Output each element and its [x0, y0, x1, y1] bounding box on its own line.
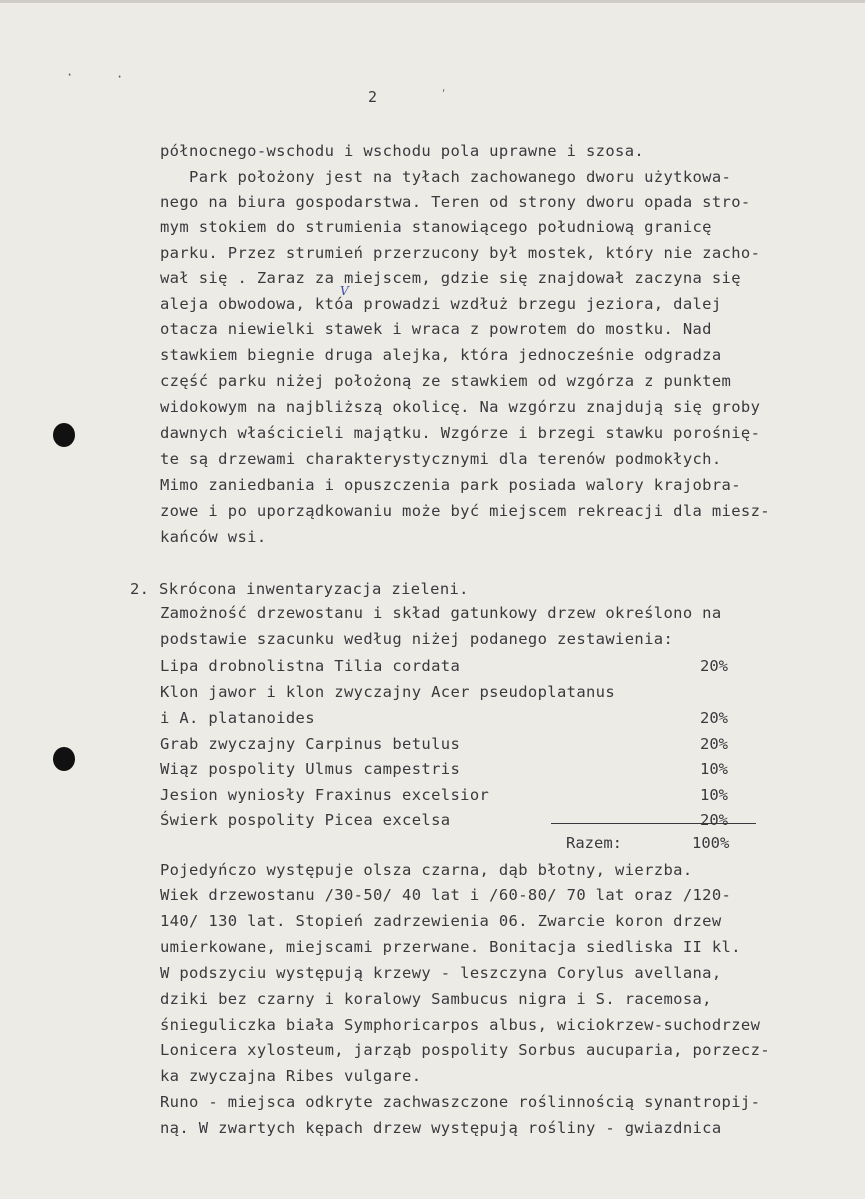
body-line: W podszyciu występują krzewy - leszczyna Corylus avellana, — [160, 964, 722, 982]
body-line: 140/ 130 lat. Stopień zadrzewienia 06. Zwarcie koron drzew — [160, 912, 722, 930]
species-percent: 20% — [700, 735, 728, 753]
species-percent: 10% — [700, 786, 728, 804]
page-number: 2 — [368, 88, 378, 106]
intro-line: podstawie szacunku według niżej podanego zestawienia: — [160, 630, 674, 648]
species-name: Wiąz pospolity Ulmus campestris — [160, 760, 461, 778]
total-label: Razem: — [566, 834, 622, 852]
paragraph-line: parku. Przez strumień przerzucony był mostek, który nie zacho- — [160, 244, 761, 262]
paragraph-line: zowe i po uporządkowaniu może być miejscem rekreacji dla miesz- — [160, 502, 770, 520]
paragraph-line: aleja obwodowa, któa prowadzi wzdłuż brzegu jeziora, dalej — [160, 295, 722, 313]
species-name: Świerk pospolity Picea excelsa — [160, 811, 451, 829]
section-heading: 2. Skrócona inwentaryzacja zieleni. — [130, 580, 469, 598]
total-value: 100% — [692, 834, 730, 852]
body-line: dziki bez czarny i koralowy Sambucus nigra i S. racemosa, — [160, 990, 712, 1008]
species-percent: 20% — [700, 657, 728, 675]
species-name: Jesion wyniosły Fraxinus excelsior — [160, 786, 490, 804]
body-line: Runo - miejsca odkryte zachwaszczone roślinnością synantropij- — [160, 1093, 761, 1111]
paragraph-line: otacza niewielki stawek i wraca z powrotem do mostku. Nad — [160, 320, 712, 338]
paragraph-line: wał się . Zaraz za miejscem, gdzie się znajdował zaczyna się — [160, 269, 741, 287]
total-rule — [551, 823, 756, 824]
paragraph-line: nego na biura gospodarstwa. Teren od strony dworu opada stro- — [160, 193, 751, 211]
intro-line: Zamożność drzewostanu i skład gatunkowy drzew określono na — [160, 604, 722, 622]
paragraph-line: Mimo zaniedbania i opuszczenia park posiada walory krajobra- — [160, 476, 741, 494]
species-name: Klon jawor i klon zwyczajny Acer pseudoplatanus — [160, 683, 616, 701]
paragraph-line: mym stokiem do strumienia stanowiącego południową granicę — [160, 218, 712, 236]
body-line: Pojedyńczo występuje olsza czarna, dąb błotny, wierzba. — [160, 861, 693, 879]
body-line: umierkowane, miejscami przerwane. Bonitacja siedliska II kl. — [160, 938, 741, 956]
body-line: Lonicera xylosteum, jarząb pospolity Sorbus aucuparia, porzecz- — [160, 1041, 770, 1059]
speck-mark: · — [66, 68, 74, 82]
species-name: Grab zwyczajny Carpinus betulus — [160, 735, 461, 753]
paragraph-line: stawkiem biegnie druga alejka, która jednocześnie odgradza — [160, 346, 722, 364]
body-line: Wiek drzewostanu /30-50/ 40 lat i /60-80/ 70 lat oraz /120- — [160, 886, 732, 904]
species-percent: 10% — [700, 760, 728, 778]
species-name: Lipa drobnolistna Tilia cordata — [160, 657, 461, 675]
paragraph-line: dawnych właścicieli majątku. Wzgórze i brzegi stawku porośnię- — [160, 424, 761, 442]
body-line: ka zwyczajna Ribes vulgare. — [160, 1067, 422, 1085]
paragraph-line: kańców wsi. — [160, 528, 267, 546]
paragraph-line: północnego-wschodu i wschodu pola uprawne i szosa. — [160, 142, 645, 160]
handwritten-correction: V — [340, 284, 349, 298]
paragraph-line: te są drzewami charakterystycznymi dla terenów podmokłych. — [160, 450, 722, 468]
pen-tick-mark: ʹ — [440, 88, 448, 102]
speck-mark: · — [116, 70, 124, 84]
binder-hole-icon — [53, 747, 75, 771]
paragraph-line: widokowym na najbliższą okolicę. Na wzgórzu znajdują się groby — [160, 398, 761, 416]
binder-hole-icon — [53, 423, 75, 447]
body-line: ną. W zwartych kępach drzew występują rośliny - gwiazdnica — [160, 1119, 722, 1137]
paragraph-line: część parku niżej położoną ze stawkiem od wzgórza z punktem — [160, 372, 732, 390]
body-line: śnieguliczka biała Symphoricarpos albus, wiciokrzew-suchodrzew — [160, 1016, 761, 1034]
paragraph-line: Park położony jest na tyłach zachowanego dworu użytkowa- — [160, 168, 732, 186]
page-top-edge — [0, 0, 865, 3]
species-percent: 20% — [700, 709, 728, 727]
species-percent: 20% — [700, 811, 728, 829]
species-name: i A. platanoides — [160, 709, 315, 727]
